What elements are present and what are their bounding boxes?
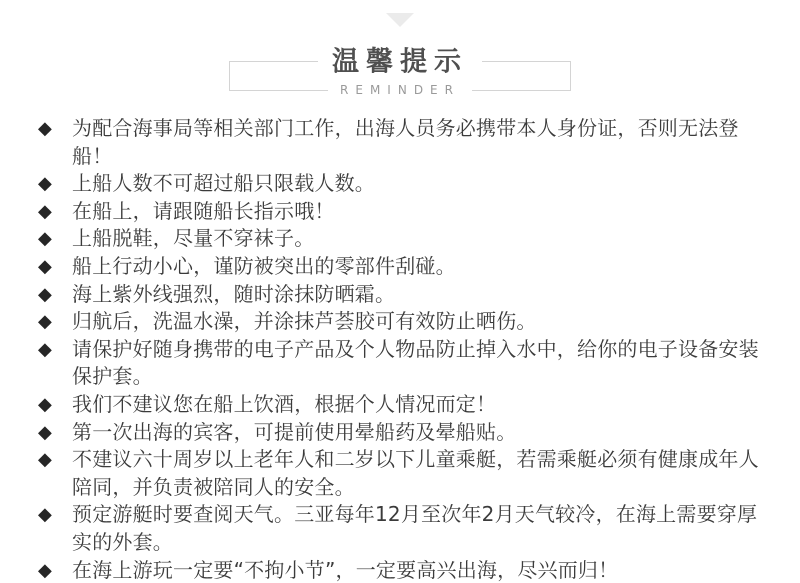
diamond-bullet-icon: ◆: [38, 421, 52, 443]
list-item-text: 在船上，请跟随船长指示哦！: [72, 198, 335, 223]
list-item-text: 我们不建议您在船上饮酒，根据个人情况而定！: [72, 391, 497, 416]
list-item: [38, 391, 775, 419]
diamond-bullet-icon: ◆: [38, 173, 52, 195]
reminder-list: [38, 115, 775, 583]
list-item: [38, 253, 775, 281]
diamond-bullet-icon: ◆: [38, 283, 52, 305]
diamond-bullet-icon: ◆: [38, 504, 52, 526]
diamond-bullet-icon: ◆: [38, 393, 52, 415]
list-item-text: 不建议六十周岁以上老年人和二岁以下儿童乘艇，若需乘艇必须有健康成年人陪同，并负责被陪同人的安全。: [72, 447, 759, 499]
list-item: [38, 501, 775, 556]
list-item-text: 请保护好随身携带的电子产品及个人物品防止掉入水中，给你的电子设备安装保护套。: [72, 336, 759, 389]
list-item: [38, 446, 775, 501]
diamond-bullet-icon: ◆: [38, 338, 52, 360]
diamond-bullet-icon: ◆: [38, 311, 52, 333]
list-item: [38, 419, 775, 447]
list-item-text: 上船人数不可超过船只限载人数。: [72, 171, 375, 196]
list-item: [38, 308, 775, 336]
list-item-text: 为配合海事局等相关部门工作，出海人员务必携带本人身份证，否则无法登船！: [72, 116, 739, 168]
list-item: [38, 115, 775, 170]
list-item-text: 预定游艇时要查阅天气。三亚每年12月至次年2月天气较冷，在海上需要穿厚实的外套。: [72, 502, 758, 554]
list-item-text: 在海上游玩一定要“不拘小节”，一定要高兴出海，尽兴而归！: [72, 557, 619, 582]
list-item-text: 海上紫外线强烈，随时涂抹防晒霜。: [72, 281, 396, 306]
diamond-bullet-icon: ◆: [38, 200, 52, 222]
list-item-text: 船上行动小心，谨防被突出的零部件刮碰。: [72, 253, 456, 278]
list-item: [38, 198, 775, 226]
down-triangle-icon: [386, 13, 414, 27]
list-item-text: 上船脱鞋，尽量不穿袜子。: [72, 226, 315, 251]
diamond-bullet-icon: ◆: [38, 118, 52, 139]
list-item-text: 归航后，洗温水澡，并涂抹芦荟胶可有效防止晒伤。: [72, 309, 537, 334]
list-item: [38, 281, 775, 309]
title-frame: [229, 46, 571, 97]
diamond-bullet-icon: ◆: [38, 559, 52, 581]
list-item: [38, 336, 775, 391]
list-item: [38, 225, 775, 253]
diamond-bullet-icon: ◆: [38, 228, 52, 250]
list-item: [38, 170, 775, 198]
diamond-bullet-icon: ◆: [38, 449, 52, 471]
diamond-bullet-icon: ◆: [38, 255, 52, 277]
page-subtitle: REMINDER: [328, 83, 472, 97]
list-item-text: 第一次出海的宾客，可提前使用晕船药及晕船贴。: [72, 419, 517, 444]
list-item: [38, 557, 775, 583]
page-title: 温馨提示: [318, 46, 482, 77]
